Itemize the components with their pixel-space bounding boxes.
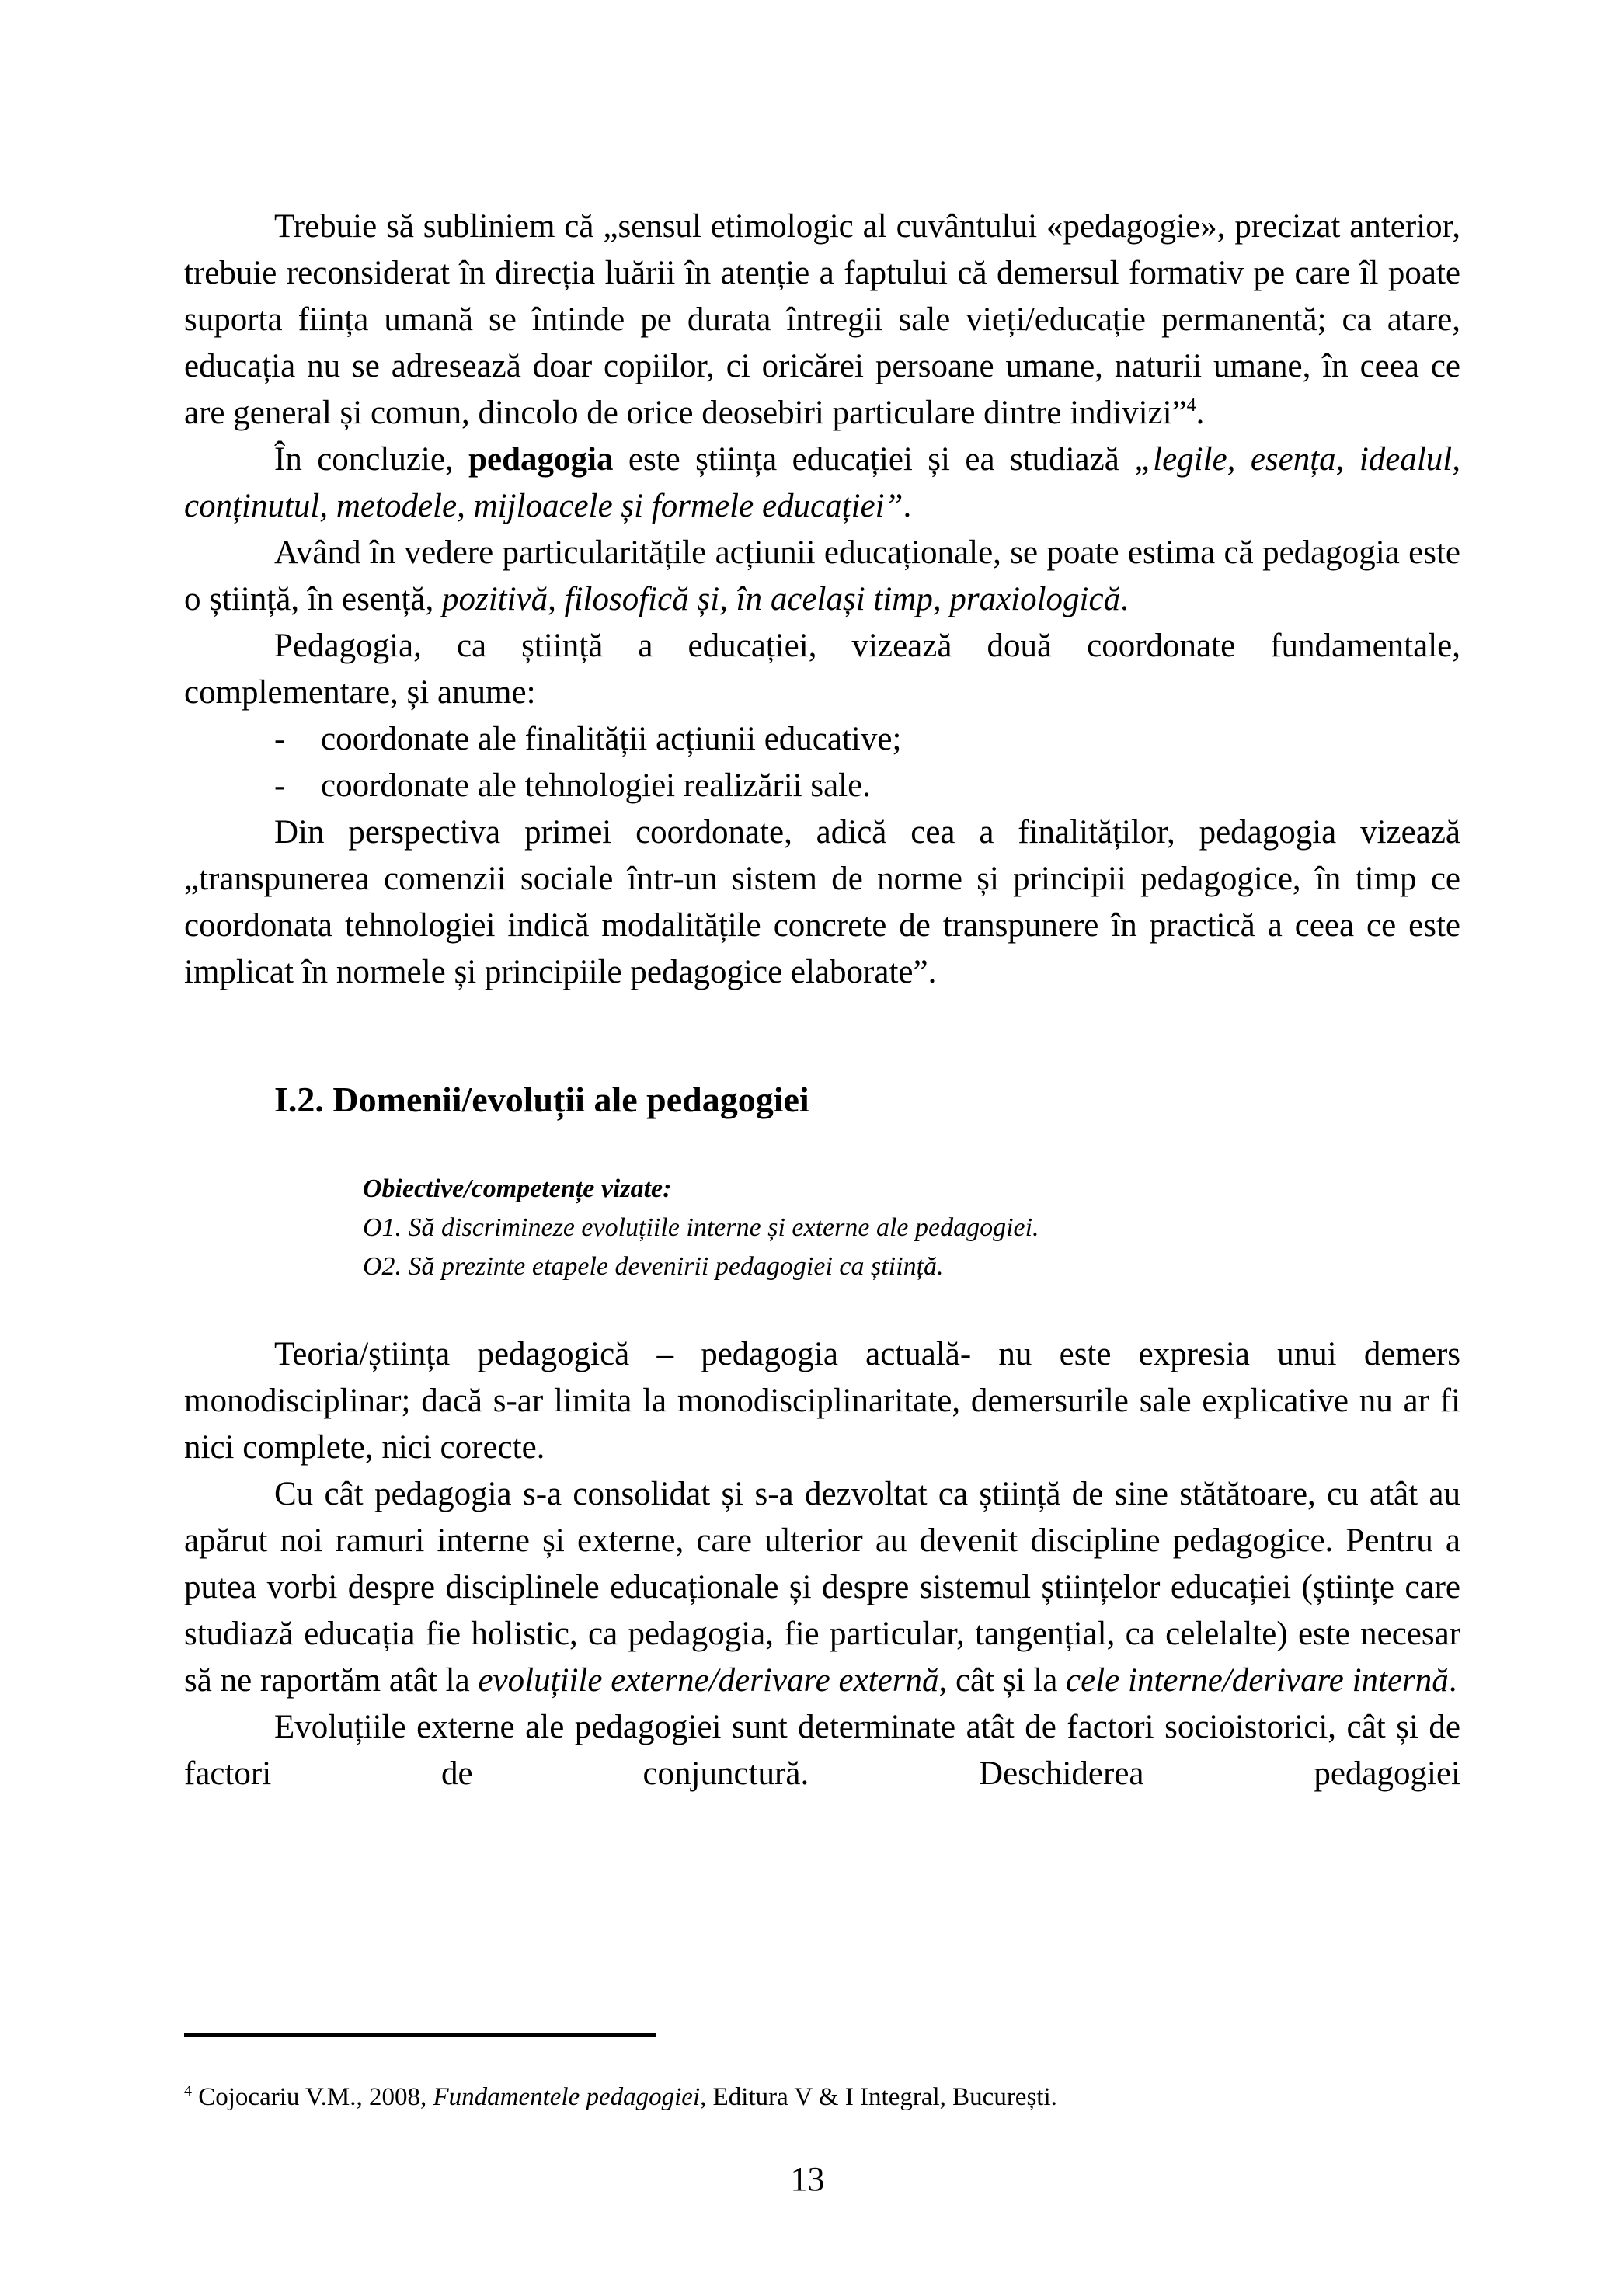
footnote-number: 4 bbox=[184, 2082, 192, 2099]
footnote-text: , Editura V & I Integral, București. bbox=[700, 2083, 1057, 2111]
footnote-title: Fundamentele pedagogiei bbox=[433, 2083, 701, 2111]
paragraph-perspective: Din perspectiva primei coordonate, adică cea a finalităților, pedagogia vizează „transpunerea comenzii sociale într-un sistem de norme și principii pedagogice, în timp ce coordonata tehnologiei indică modalitățile concrete de transpunere în practică a ceea ce este implicat în normele și principiile pedagogice elaborate”. bbox=[184, 814, 1460, 990]
paragraph-branches bbox=[184, 1471, 1460, 1704]
italic-phrase: pozitivă, filosofică și, în același timp, praxiologică bbox=[442, 581, 1121, 617]
dash-bullet: - bbox=[274, 767, 286, 804]
footnote-text: Cojocariu V.M., 2008, bbox=[192, 2083, 433, 2111]
punctuation: . bbox=[1120, 581, 1129, 617]
list-item bbox=[184, 763, 1460, 809]
objectives-box bbox=[363, 1170, 1460, 1286]
section-heading: I.2. Domenii/evoluții ale pedagogiei bbox=[274, 1080, 809, 1119]
coordinates-list bbox=[184, 716, 1460, 809]
text-segment: În concluzie, bbox=[274, 441, 469, 478]
paragraph-etymology bbox=[184, 204, 1460, 437]
italic-phrase: cele interne/derivare internă bbox=[1066, 1662, 1449, 1699]
footnote-separator bbox=[184, 2033, 656, 2037]
objective-item: O2. Să prezinte etapele devenirii pedagogiei ca știință. bbox=[363, 1252, 944, 1281]
spacer bbox=[184, 1286, 1460, 1331]
footnote-reference[interactable]: 4 bbox=[1186, 395, 1196, 416]
objective-item: O1. Să discrimineze evoluțiile interne și externe ale pedagogiei. bbox=[363, 1213, 1039, 1242]
footnote bbox=[184, 2074, 1057, 2114]
italic-quote: „legile, esența, idealul, conținutul, metodele, mijloacele și formele educației” bbox=[184, 441, 1460, 524]
paragraph-coordinates: Pedagogia, ca știință a educației, vizează două coordonate fundamentale, complementare, și anume: bbox=[184, 628, 1460, 711]
paragraph-particularities bbox=[184, 530, 1460, 623]
punctuation: . bbox=[1196, 395, 1205, 431]
text-segment: Cu cât pedagogia s-a consolidat și s-a dezvoltat ca știință de sine stătătoare, cu atât au apărut noi ramuri interne și externe, care ulterior au devenit discipline pedagogice. Pentru a putea vorbi despre disciplinele educaționale și despre sistemul științelor educației (științe care studiază educația fie holistic, ca pedagogia, fie particular, tangențial, ca celelalte) este necesar să ne raportăm atât la bbox=[184, 1476, 1460, 1699]
objectives-title: Obiective/competențe vizate: bbox=[363, 1174, 672, 1203]
page-number: 13 bbox=[790, 2160, 825, 2198]
text-segment: este știința educației și ea studiază bbox=[613, 441, 1135, 478]
italic-phrase: evoluțiile externe/derivare externă bbox=[478, 1662, 939, 1699]
paragraph-external-evolutions: Evoluțiile externe ale pedagogiei sunt determinate atât de factori socioistorici, cât și de factori de conjunctură. Deschiderea pedagogiei bbox=[184, 1709, 1460, 1792]
paragraph-theory: Teoria/știința pedagogică – pedagogia actuală- nu este expresia unui demers monodisciplinar; dacă s-ar limita la monodisciplinaritate, demersurile sale explicative nu ar fi nici complete, nici corecte. bbox=[184, 1336, 1460, 1466]
page-body bbox=[184, 204, 1460, 1797]
text-segment: Având în vedere particularitățile acțiunii educaționale, se poate estima că pedagogia este o știință, în esență, bbox=[184, 534, 1460, 617]
list-item-text: coordonate ale tehnologiei realizării sale. bbox=[321, 767, 871, 804]
punctuation: . bbox=[903, 488, 912, 524]
list-item bbox=[184, 716, 1460, 763]
dash-bullet: - bbox=[274, 721, 286, 757]
bold-term: pedagogia bbox=[468, 441, 614, 478]
punctuation: . bbox=[1448, 1662, 1457, 1699]
paragraph-conclusion bbox=[184, 437, 1460, 530]
paragraph-text: Trebuie să subliniem că „sensul etimologic al cuvântului «pedagogie», precizat anterior, trebuie reconsiderat în direcția luării în atenție a faptului că demersul formativ pe care îl poate suporta ființa umană se întinde pe durata întregii sale vieți/educație permanentă; ca atare, educația nu se adresează doar copiilor, ci oricărei persoane umane, naturii umane, în ceea ce are general și comun, dincolo de orice deosebiri particulare dintre indivizi” bbox=[184, 208, 1460, 431]
text-segment: , cât și la bbox=[938, 1662, 1067, 1699]
list-item-text: coordonate ale finalității acțiunii educative; bbox=[321, 721, 902, 757]
